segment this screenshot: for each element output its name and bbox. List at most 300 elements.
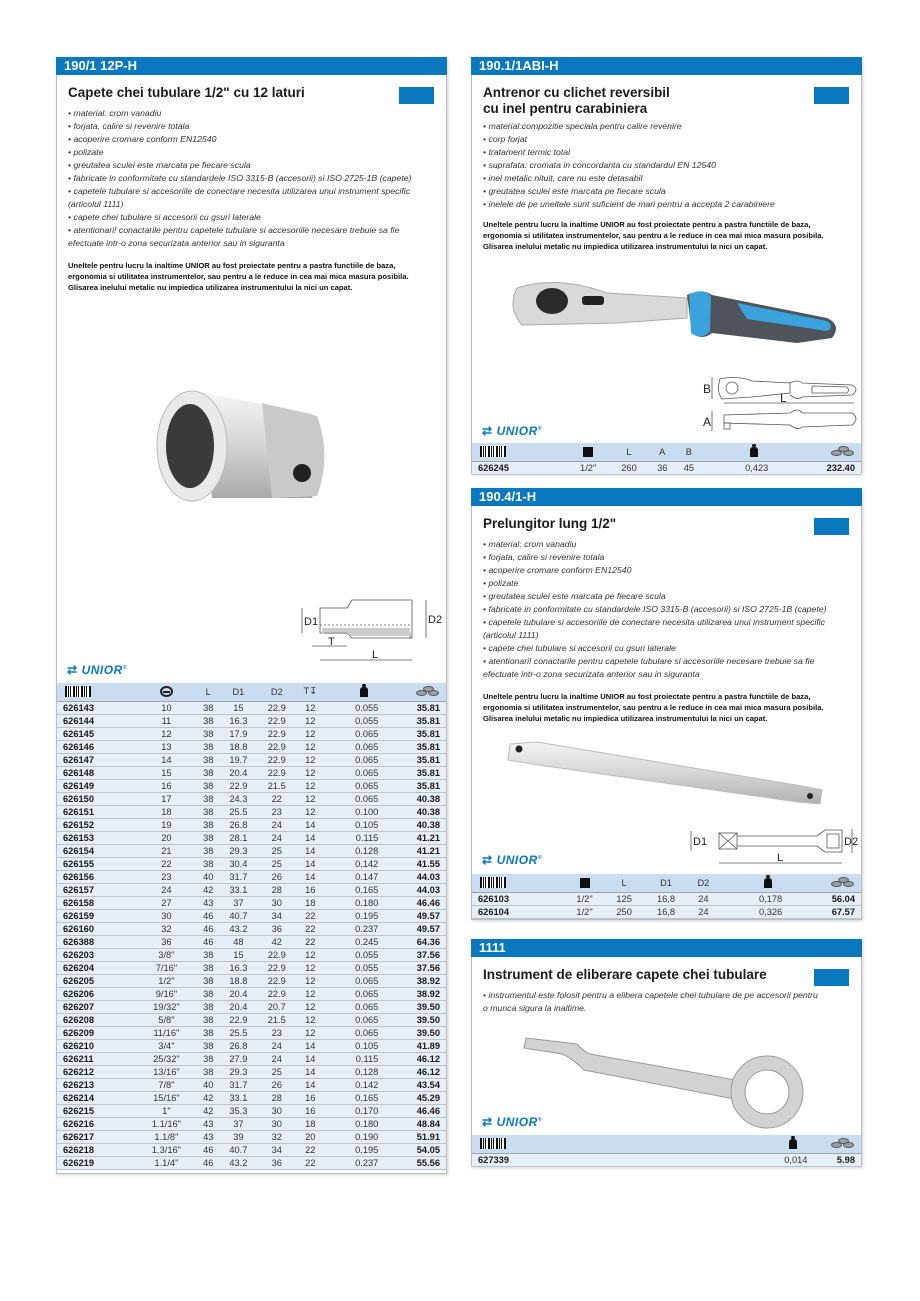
price-value: 43.54 bbox=[382, 1078, 446, 1091]
weight-value: 0.180 bbox=[325, 1117, 383, 1130]
spec-value: 12 bbox=[296, 1026, 325, 1039]
spec-value: 38 bbox=[197, 818, 219, 831]
price-value: 41.55 bbox=[382, 857, 446, 870]
feature-item: • polizate bbox=[483, 577, 850, 590]
spec-value: 17.9 bbox=[219, 727, 257, 740]
spec-value: 38 bbox=[197, 1039, 219, 1052]
table-row bbox=[57, 831, 446, 844]
spec-value: 24 bbox=[258, 1039, 296, 1052]
price-value: 5.98 bbox=[811, 1153, 861, 1166]
weight-value: 0.128 bbox=[325, 1065, 383, 1078]
spec-value: 43 bbox=[197, 1130, 219, 1143]
price-value: 56.04 bbox=[786, 892, 861, 905]
article-code: 626149 bbox=[57, 779, 136, 792]
col-code bbox=[57, 683, 136, 701]
weight-value: 0,423 bbox=[702, 461, 772, 474]
spec-value: 14 bbox=[296, 831, 325, 844]
spec-value: 26 bbox=[258, 1078, 296, 1091]
spec-value: 46 bbox=[197, 909, 219, 922]
col-price bbox=[772, 443, 861, 461]
weight-value: 0.055 bbox=[325, 714, 383, 727]
spec-value: 15 bbox=[219, 701, 257, 714]
spec-value: 16 bbox=[296, 1091, 325, 1104]
price-value: 35.81 bbox=[382, 766, 446, 779]
spec-value: 16.3 bbox=[219, 961, 257, 974]
unior-logo: ⇄ UNIOR® bbox=[482, 424, 542, 438]
table-row bbox=[57, 727, 446, 740]
spec-value: 15 bbox=[136, 766, 198, 779]
price-value: 35.81 bbox=[382, 753, 446, 766]
release-tool-spec-table bbox=[472, 1135, 861, 1167]
spec-value: 24.3 bbox=[219, 792, 257, 805]
usage-note bbox=[472, 681, 861, 724]
weight-value: 0.165 bbox=[325, 1091, 383, 1104]
spec-value: 43.2 bbox=[219, 922, 257, 935]
weight-value: 0.180 bbox=[325, 896, 383, 909]
article-code: 626209 bbox=[57, 1026, 136, 1039]
spec-value: 16,8 bbox=[643, 905, 688, 918]
col-drive bbox=[564, 874, 604, 892]
spec-value: 25 bbox=[258, 844, 296, 857]
spec-value: 14 bbox=[296, 857, 325, 870]
table-row bbox=[57, 1104, 446, 1117]
col-d2: D2 bbox=[258, 683, 296, 701]
feature-item: • forjata, calire si revenire totala bbox=[483, 551, 850, 564]
article-code: 626157 bbox=[57, 883, 136, 896]
table-row bbox=[472, 1153, 861, 1166]
price-value: 46.46 bbox=[382, 1104, 446, 1117]
spec-value: 15 bbox=[219, 948, 257, 961]
price-value: 38.92 bbox=[382, 974, 446, 987]
socket-spec-table bbox=[57, 683, 446, 1170]
feature-list bbox=[472, 532, 861, 681]
product-title: Prelungitor lung 1/2" bbox=[483, 516, 617, 531]
panel-190-1-1abi-h bbox=[471, 57, 862, 474]
col-weight bbox=[325, 683, 383, 701]
spec-value: 30 bbox=[258, 896, 296, 909]
weight-value: 0.147 bbox=[325, 870, 383, 883]
table-row bbox=[57, 883, 446, 896]
spec-value: 38 bbox=[197, 714, 219, 727]
feature-item: • material: crom vanadiu bbox=[68, 107, 435, 120]
price-value: 46.46 bbox=[382, 896, 446, 909]
table-row bbox=[57, 714, 446, 727]
price-value: 55.56 bbox=[382, 1156, 446, 1169]
spec-value: 12 bbox=[296, 974, 325, 987]
product-title: Capete chei tubulare 1/2" cu 12 laturi bbox=[68, 85, 305, 100]
weight-value: 0.190 bbox=[325, 1130, 383, 1143]
product-code-header: 190/1 12P-H bbox=[56, 57, 447, 75]
article-code: 626213 bbox=[57, 1078, 136, 1091]
table-row bbox=[472, 905, 861, 918]
weight-value: 0.065 bbox=[325, 792, 383, 805]
col-weight bbox=[718, 874, 786, 892]
weight-value: 0.170 bbox=[325, 1104, 383, 1117]
spec-value: 36 bbox=[258, 922, 296, 935]
price-value: 41.21 bbox=[382, 831, 446, 844]
table-row bbox=[57, 909, 446, 922]
spec-value: 42 bbox=[197, 1091, 219, 1104]
article-code: 626155 bbox=[57, 857, 136, 870]
spec-value: 24 bbox=[689, 905, 719, 918]
price-icon bbox=[831, 877, 855, 888]
square-drive-icon bbox=[583, 447, 593, 457]
article-code: 626152 bbox=[57, 818, 136, 831]
spec-value: 25 bbox=[258, 857, 296, 870]
weight-value: 0.065 bbox=[325, 740, 383, 753]
price-value: 39.50 bbox=[382, 1026, 446, 1039]
product-title: Antrenor cu clichet reversibil cu inel pentru carabiniera bbox=[483, 85, 670, 116]
price-value: 35.81 bbox=[382, 714, 446, 727]
spec-value: 42 bbox=[197, 883, 219, 896]
feature-item: • material: crom vanadiu bbox=[483, 538, 850, 551]
spec-value: 12 bbox=[296, 1000, 325, 1013]
table-row bbox=[57, 1000, 446, 1013]
spec-value: 16.3 bbox=[219, 714, 257, 727]
spec-value: 12 bbox=[296, 805, 325, 818]
spec-value: 19 bbox=[136, 818, 198, 831]
svg-text:D2: D2 bbox=[428, 614, 442, 626]
feature-item: • capete chei tubulare si accesorii cu gsuri laterale bbox=[483, 642, 850, 655]
weight-value: 0,178 bbox=[718, 892, 786, 905]
feature-item: • capetele tubulare si accesoriile de conectare necesita utilizarea unui instrument specific (articolul 1111) bbox=[483, 616, 850, 642]
unior-logo: ⇄ UNIOR® bbox=[482, 1115, 542, 1129]
article-code: 626205 bbox=[57, 974, 136, 987]
article-code: 626150 bbox=[57, 792, 136, 805]
article-code: 626216 bbox=[57, 1117, 136, 1130]
spec-value: 18 bbox=[136, 805, 198, 818]
spec-value: 1/2" bbox=[564, 892, 604, 905]
spec-value: 30 bbox=[258, 1117, 296, 1130]
price-value: 67.57 bbox=[786, 905, 861, 918]
spec-value: 24 bbox=[136, 883, 198, 896]
spec-value: 43.2 bbox=[219, 1156, 257, 1169]
table-row bbox=[57, 974, 446, 987]
spec-value: 14 bbox=[296, 1065, 325, 1078]
spec-value: 38 bbox=[197, 792, 219, 805]
spec-value: 1.1/8" bbox=[136, 1130, 198, 1143]
spec-value: 28 bbox=[258, 1091, 296, 1104]
spec-value: 38 bbox=[197, 779, 219, 792]
spec-value: 38 bbox=[197, 831, 219, 844]
spec-value: 12 bbox=[296, 792, 325, 805]
spec-value: 20.4 bbox=[219, 1000, 257, 1013]
weight-value: 0.065 bbox=[325, 779, 383, 792]
extension-spec-table bbox=[472, 874, 861, 919]
spec-value: 12 bbox=[296, 714, 325, 727]
col-d1: D1 bbox=[643, 874, 688, 892]
table-row bbox=[57, 753, 446, 766]
spec-value: 22.9 bbox=[258, 987, 296, 1000]
price-value: 40.38 bbox=[382, 818, 446, 831]
spec-value: 14 bbox=[296, 844, 325, 857]
table-row bbox=[57, 766, 446, 779]
spec-value: 40 bbox=[197, 1078, 219, 1091]
spec-value: 18 bbox=[296, 1117, 325, 1130]
spec-value: 37 bbox=[219, 896, 257, 909]
col-price bbox=[811, 1135, 861, 1153]
feature-item: • fabricate in conformitate cu standardele ISO 3315-B (accesorii) si ISO 2725-1B (capete) bbox=[68, 172, 435, 185]
extension-dimension-drawing bbox=[687, 827, 862, 877]
col-t: T↧ bbox=[296, 683, 325, 701]
spec-value: 20 bbox=[296, 1130, 325, 1143]
price-value: 46.12 bbox=[382, 1065, 446, 1078]
spec-value: 12 bbox=[296, 740, 325, 753]
spec-value: 42 bbox=[258, 935, 296, 948]
price-icon bbox=[416, 686, 440, 697]
weight-value: 0,326 bbox=[718, 905, 786, 918]
category-tag bbox=[814, 87, 849, 104]
spec-value: 29.3 bbox=[219, 1065, 257, 1078]
spec-value: 24 bbox=[258, 818, 296, 831]
spec-value: 19.7 bbox=[219, 753, 257, 766]
table-row bbox=[57, 857, 446, 870]
price-icon bbox=[831, 446, 855, 457]
article-code: 626103 bbox=[472, 892, 564, 905]
article-code: 626148 bbox=[57, 766, 136, 779]
spec-value: 38 bbox=[197, 753, 219, 766]
spec-value: 33.1 bbox=[219, 883, 257, 896]
spec-value: 22 bbox=[296, 1143, 325, 1156]
weight-value: 0.065 bbox=[325, 1026, 383, 1039]
article-code: 626215 bbox=[57, 1104, 136, 1117]
spec-value: 26 bbox=[258, 870, 296, 883]
table-row bbox=[57, 740, 446, 753]
spec-value: 1.1/4" bbox=[136, 1156, 198, 1169]
spec-value: 5/8" bbox=[136, 1013, 198, 1026]
spec-value: 15/16" bbox=[136, 1091, 198, 1104]
weight-value: 0.115 bbox=[325, 831, 383, 844]
weight-value: 0.065 bbox=[325, 753, 383, 766]
table-row bbox=[57, 1117, 446, 1130]
spec-value: 37 bbox=[219, 1117, 257, 1130]
col-code bbox=[472, 443, 567, 461]
spec-value: 25.5 bbox=[219, 805, 257, 818]
svg-text:L: L bbox=[780, 391, 787, 405]
article-code: 626154 bbox=[57, 844, 136, 857]
spec-value: 16,8 bbox=[643, 892, 688, 905]
svg-text:B: B bbox=[703, 382, 712, 396]
article-code: 626212 bbox=[57, 1065, 136, 1078]
feature-item: • capete chei tubulare si accesorii cu gsuri laterale bbox=[68, 211, 435, 224]
spec-value: 14 bbox=[296, 1052, 325, 1065]
weight-value: 0.065 bbox=[325, 1000, 383, 1013]
spec-value: 46 bbox=[197, 922, 219, 935]
spacer bbox=[533, 1153, 766, 1166]
spec-value: 14 bbox=[296, 1039, 325, 1052]
article-code: 626158 bbox=[57, 896, 136, 909]
panel-1111 bbox=[471, 939, 862, 1167]
table-row bbox=[472, 461, 861, 474]
spec-value: 34 bbox=[258, 1143, 296, 1156]
category-tag bbox=[399, 87, 434, 104]
spec-value: 12 bbox=[296, 727, 325, 740]
feature-list bbox=[472, 117, 861, 211]
spec-value: 260 bbox=[609, 461, 649, 474]
spec-value: 12 bbox=[296, 701, 325, 714]
weight-value: 0.105 bbox=[325, 818, 383, 831]
article-code: 626211 bbox=[57, 1052, 136, 1065]
spec-value: 30.4 bbox=[219, 857, 257, 870]
table-row bbox=[57, 987, 446, 1000]
table-row bbox=[57, 1026, 446, 1039]
spec-value: 10 bbox=[136, 701, 198, 714]
table-row bbox=[57, 1078, 446, 1091]
spec-value: 19/32" bbox=[136, 1000, 198, 1013]
weight-value: 0.237 bbox=[325, 1156, 383, 1169]
table-row bbox=[57, 935, 446, 948]
table-row bbox=[472, 892, 861, 905]
spec-value: 38 bbox=[197, 1065, 219, 1078]
table-row bbox=[57, 1156, 446, 1169]
spec-value: 32 bbox=[258, 1130, 296, 1143]
weight-value: 0.237 bbox=[325, 922, 383, 935]
weight-value: 0.128 bbox=[325, 844, 383, 857]
spec-value: 14 bbox=[296, 818, 325, 831]
spec-value: 22.9 bbox=[258, 961, 296, 974]
table-row bbox=[57, 805, 446, 818]
spec-value: 14 bbox=[296, 870, 325, 883]
col-price bbox=[786, 874, 861, 892]
spec-value: 22.9 bbox=[258, 974, 296, 987]
spec-value: 22 bbox=[296, 935, 325, 948]
feature-item: • inelele de pe uneltele sunt suficient de mari pentru a accepta 2 carabiniere bbox=[483, 198, 850, 211]
feature-item: • inel metalic nituit, care nu este detasabil bbox=[483, 172, 850, 185]
spec-value: 1.1/16" bbox=[136, 1117, 198, 1130]
spec-value: 34 bbox=[258, 909, 296, 922]
spec-value: 11/16" bbox=[136, 1026, 198, 1039]
weight-value: 0.165 bbox=[325, 883, 383, 896]
weight-value: 0.115 bbox=[325, 1052, 383, 1065]
spec-value: 12 bbox=[296, 961, 325, 974]
price-value: 41.21 bbox=[382, 844, 446, 857]
weight-value: 0.065 bbox=[325, 987, 383, 1000]
spec-value: 25.5 bbox=[219, 1026, 257, 1039]
table-row bbox=[57, 1039, 446, 1052]
spec-value: 13/16" bbox=[136, 1065, 198, 1078]
price-value: 232.40 bbox=[772, 461, 861, 474]
col-a: A bbox=[649, 443, 676, 461]
table-row bbox=[57, 701, 446, 714]
spec-value: 18.8 bbox=[219, 974, 257, 987]
svg-text:T: T bbox=[328, 636, 335, 648]
feature-item: • tratament termic total bbox=[483, 146, 850, 159]
spec-value: 12 bbox=[296, 948, 325, 961]
spec-value: 38 bbox=[197, 987, 219, 1000]
usage-note bbox=[472, 211, 861, 252]
table-row bbox=[57, 896, 446, 909]
spec-value: 16 bbox=[296, 1104, 325, 1117]
spec-value: 7/8" bbox=[136, 1078, 198, 1091]
weight-value: 0.195 bbox=[325, 909, 383, 922]
socket-image bbox=[142, 358, 342, 518]
spec-value: 22.9 bbox=[258, 740, 296, 753]
article-code: 626160 bbox=[57, 922, 136, 935]
price-value: 37.56 bbox=[382, 961, 446, 974]
feature-item: • greutatea sculei este marcata pe fiecare scula bbox=[483, 590, 850, 603]
spec-value: 20.4 bbox=[219, 766, 257, 779]
article-code: 626144 bbox=[57, 714, 136, 727]
weight-value: 0.105 bbox=[325, 1039, 383, 1052]
spec-value: 12 bbox=[136, 727, 198, 740]
weight-value: 0.065 bbox=[325, 1013, 383, 1026]
price-value: 37.56 bbox=[382, 948, 446, 961]
spec-value: 25 bbox=[258, 1065, 296, 1078]
spec-value: 21.5 bbox=[258, 779, 296, 792]
feature-item: • greutatea sculei este marcata pe fiecare scula bbox=[68, 159, 435, 172]
feature-item: • polizate bbox=[68, 146, 435, 159]
col-l: L bbox=[609, 443, 649, 461]
price-value: 49.57 bbox=[382, 922, 446, 935]
spec-value: 38 bbox=[197, 1026, 219, 1039]
spec-value: 22.9 bbox=[258, 727, 296, 740]
square-drive-icon bbox=[580, 878, 590, 888]
spec-value: 32 bbox=[136, 922, 198, 935]
col-b: B bbox=[676, 443, 703, 461]
feature-item: • atentionari! conactarile pentru capetele tubulare si accesoriile necesare trebuie sa fie efectuate intr-o zona securizata anterior sau in siguranta bbox=[68, 224, 435, 250]
spec-value: 28 bbox=[258, 883, 296, 896]
spec-value: 20.7 bbox=[258, 1000, 296, 1013]
note-line: Glisarea inelului metalic nu impiedica utilizarea instrumentului la nici un capat. bbox=[483, 242, 768, 251]
weight-icon bbox=[764, 878, 772, 888]
col-drive bbox=[567, 443, 609, 461]
spec-value: 38 bbox=[197, 1052, 219, 1065]
table-row bbox=[57, 818, 446, 831]
weight-value: 0,014 bbox=[766, 1153, 811, 1166]
spec-value: 42 bbox=[197, 1104, 219, 1117]
spec-value: 36 bbox=[258, 1156, 296, 1169]
article-code: 627339 bbox=[472, 1153, 533, 1166]
spec-value: 22.9 bbox=[258, 714, 296, 727]
spec-value: 40.7 bbox=[219, 1143, 257, 1156]
svg-text:D2: D2 bbox=[844, 836, 859, 848]
spec-value: 29.3 bbox=[219, 844, 257, 857]
spec-value: 36 bbox=[136, 935, 198, 948]
svg-text:D1: D1 bbox=[693, 836, 708, 848]
article-code: 626388 bbox=[57, 935, 136, 948]
spec-value: 38 bbox=[197, 961, 219, 974]
spec-value: 38 bbox=[197, 1000, 219, 1013]
weight-icon bbox=[750, 447, 758, 457]
spec-value: 22.9 bbox=[219, 1013, 257, 1026]
price-value: 35.81 bbox=[382, 701, 446, 714]
price-value: 45.29 bbox=[382, 1091, 446, 1104]
col-l: L bbox=[197, 683, 219, 701]
table-row bbox=[57, 870, 446, 883]
article-code: 626218 bbox=[57, 1143, 136, 1156]
spec-value: 38 bbox=[197, 727, 219, 740]
article-code: 626219 bbox=[57, 1156, 136, 1169]
spec-value: 22 bbox=[136, 857, 198, 870]
price-value: 51.91 bbox=[382, 1130, 446, 1143]
spec-value: 125 bbox=[605, 892, 644, 905]
article-code: 626104 bbox=[472, 905, 564, 918]
spec-value: 40.7 bbox=[219, 909, 257, 922]
table-row bbox=[57, 844, 446, 857]
article-code: 626210 bbox=[57, 1039, 136, 1052]
spec-value: 3/8" bbox=[136, 948, 198, 961]
spec-value: 26.8 bbox=[219, 818, 257, 831]
spec-value: 22.9 bbox=[258, 948, 296, 961]
price-icon bbox=[831, 1138, 855, 1149]
wrench-size-icon bbox=[160, 686, 173, 697]
spec-value: 22 bbox=[258, 792, 296, 805]
article-code: 626145 bbox=[57, 727, 136, 740]
spec-value: 1.3/16" bbox=[136, 1143, 198, 1156]
spec-value: 24 bbox=[689, 892, 719, 905]
spec-value: 9/16" bbox=[136, 987, 198, 1000]
spec-value: 14 bbox=[296, 1078, 325, 1091]
